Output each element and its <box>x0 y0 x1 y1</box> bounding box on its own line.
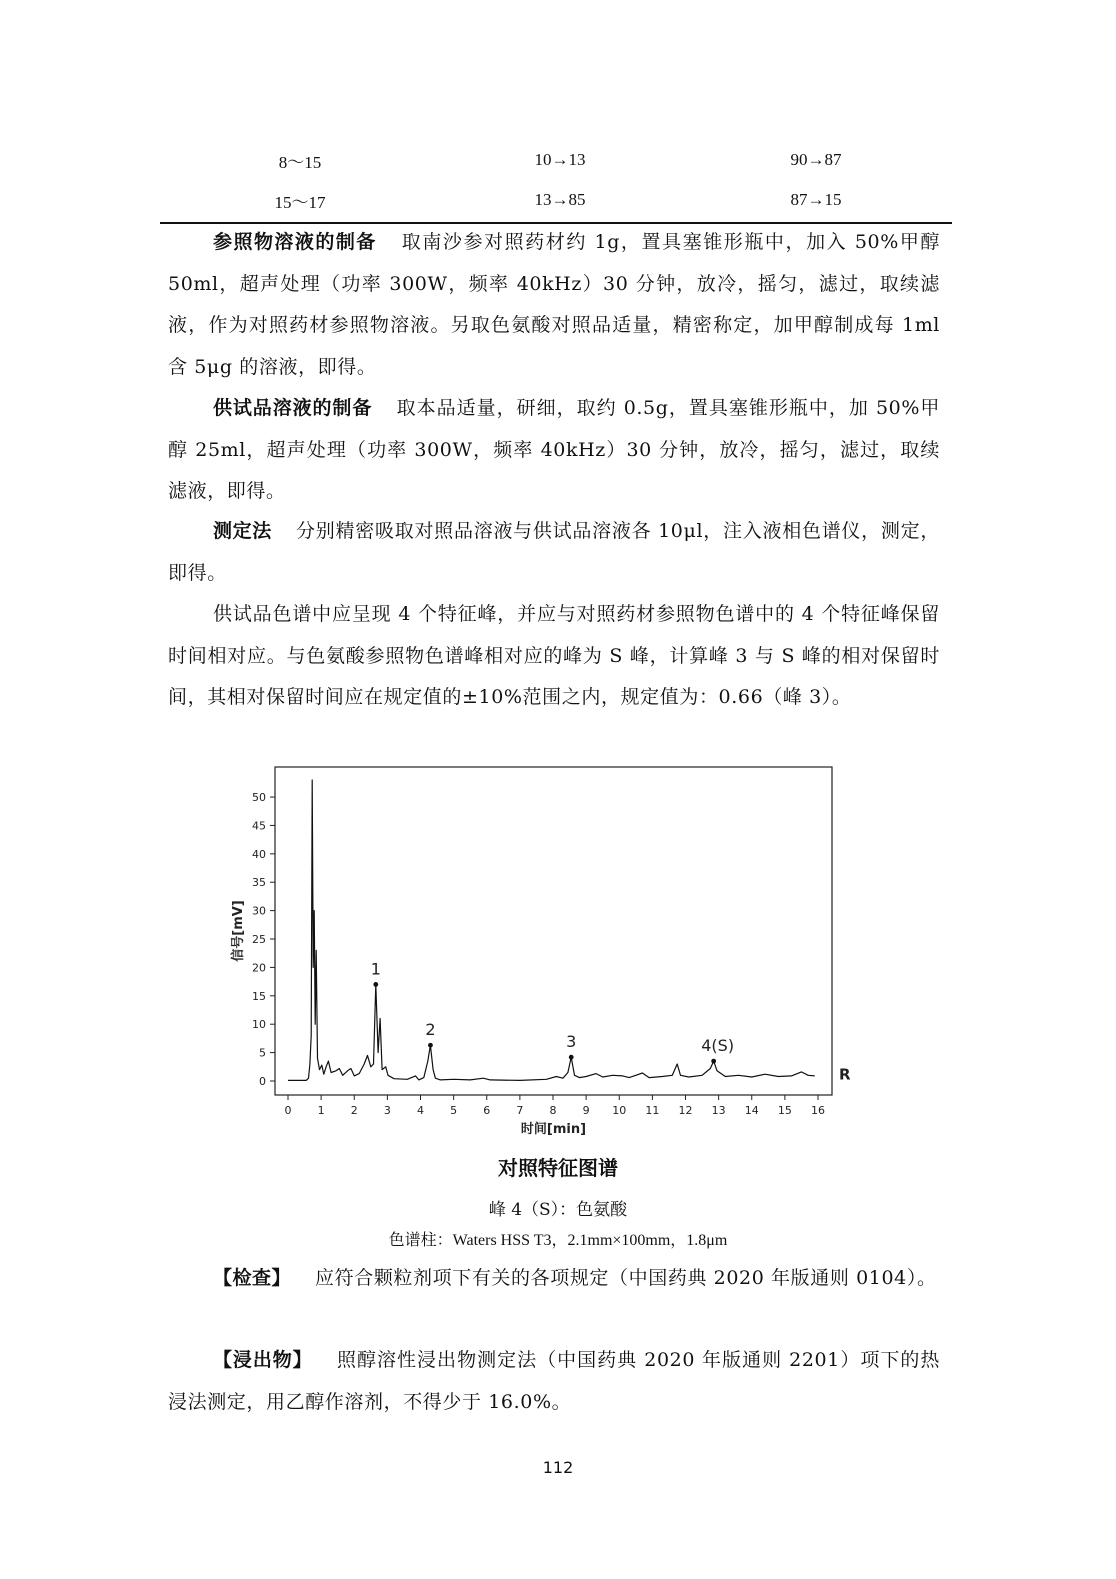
x-tick-label: 16 <box>811 1104 825 1117</box>
y-axis-label: 信号[mV] <box>231 900 246 962</box>
y-tick-label: 30 <box>252 904 266 918</box>
x-tick-label: 15 <box>777 1104 792 1117</box>
y-tick-label: 0 <box>259 1075 266 1088</box>
inspection-paragraph <box>168 1258 940 1300</box>
ref-solution-text: 取南沙参对照药材约 1g，置具塞锥形瓶中，加入 50%甲醇 50ml，超声处理（功率 300W，频率 40kHz）30 分钟，放冷，摇匀，滤过，取续滤液，作为对照药材参照物溶液。另取色氨酸对照品适量，精密称定，加甲醇制成每 1ml 含 5μg 的溶液，即得。 <box>168 231 940 378</box>
x-tick-label: 0 <box>284 1104 292 1117</box>
page-number: 112 <box>542 1458 574 1477</box>
y-tick-label: 20 <box>252 961 266 975</box>
x-tick-label: 1 <box>317 1104 325 1117</box>
x-tick-label: 3 <box>383 1104 391 1117</box>
method-text: 分别精密吸取对照品溶液与供试品溶液各 10μl，注入液相色谱仪，测定，即得。 <box>168 520 940 584</box>
x-tick-label: 4 <box>417 1104 424 1117</box>
end-marker-label: R <box>839 1065 851 1084</box>
ref-solution-heading: 参照物溶液的制备 <box>213 231 377 253</box>
extract-heading: 【浸出物】 <box>213 1349 313 1371</box>
peak-label: 1 <box>370 959 381 979</box>
y-tick-label: 40 <box>252 847 266 861</box>
y-tick-label: 45 <box>252 819 266 833</box>
table-cell: 87→15 <box>790 190 842 209</box>
table-cell: 8～15 <box>278 152 322 172</box>
y-tick-label: 25 <box>252 933 266 947</box>
peak-marker <box>373 982 378 987</box>
y-tick-label: 15 <box>252 989 266 1003</box>
peak-label: 3 <box>566 1032 577 1052</box>
extract-paragraph <box>168 1340 940 1423</box>
x-tick-label: 2 <box>350 1104 358 1117</box>
x-tick-label: 9 <box>582 1104 590 1117</box>
peak-label: 2 <box>425 1020 436 1040</box>
x-tick-label: 13 <box>711 1104 726 1117</box>
gradient-table <box>160 140 952 224</box>
requirement-paragraph <box>168 594 940 719</box>
inspection-text: 应符合颗粒剂项下有关的各项规定（中国药典 2020 年版通则 0104）。 <box>315 1267 937 1289</box>
x-axis-label: 时间[min] <box>520 1122 587 1137</box>
peak-marker <box>428 1043 433 1048</box>
peak-label: 4(S) <box>701 1036 735 1056</box>
requirement-text: 供试品色谱中应呈现 4 个特征峰，并应与对照药材参照物色谱中的 4 个特征峰保留时间相对应。与色氨酸参照物色谱峰相对应的峰为 S 峰，计算峰 3 与 S 峰的相对保留时间，其相对保留时间应在规定值的±10%范围之内，规定值为：0.66（峰 3）。 <box>168 603 940 708</box>
y-tick-label: 5 <box>259 1046 266 1060</box>
chromatogram-trace <box>288 780 815 1080</box>
x-tick-label: 5 <box>450 1104 458 1117</box>
test-solution-paragraph <box>168 388 940 513</box>
y-tick-label: 50 <box>252 791 266 805</box>
table-cell: 15～17 <box>274 192 326 212</box>
test-solution-text: 取本品适量，研细，取约 0.5g，置具塞锥形瓶中，加 50%甲醇 25ml，超声处理（功率 300W，频率 40kHz）30 分钟，放冷，摇匀，滤过，取续滤液，即得。 <box>168 397 940 502</box>
table-cell: 90→87 <box>790 150 842 169</box>
y-tick-label: 10 <box>252 1018 266 1032</box>
x-tick-label: 12 <box>678 1104 693 1117</box>
figure-title: 对照特征图谱 <box>498 1156 618 1180</box>
x-tick-label: 8 <box>549 1104 557 1117</box>
peak-marker <box>711 1059 716 1064</box>
table-cell: 13→85 <box>534 190 586 209</box>
x-tick-label: 10 <box>612 1104 627 1117</box>
table-row <box>160 140 952 180</box>
inspection-heading: 【检查】 <box>213 1267 292 1289</box>
ref-solution-paragraph <box>168 222 940 388</box>
x-tick-label: 14 <box>744 1104 759 1117</box>
method-paragraph <box>168 511 940 594</box>
figure-column-note: 色谱柱：Waters HSS T3，2.1mm×100mm，1.8μm <box>388 1232 728 1249</box>
test-solution-heading: 供试品溶液的制备 <box>213 397 373 419</box>
x-tick-label: 7 <box>516 1104 524 1117</box>
x-tick-label: 11 <box>645 1104 660 1117</box>
y-tick-label: 35 <box>252 876 266 890</box>
x-tick-label: 6 <box>483 1104 491 1117</box>
table-row <box>160 180 952 220</box>
chromatogram-chart <box>220 755 860 1140</box>
method-heading: 测定法 <box>213 520 272 542</box>
table-cell: 10→13 <box>534 150 586 169</box>
peak-marker <box>569 1055 574 1060</box>
extract-text: 照醇溶性浸出物测定法（中国药典 2020 年版通则 2201）项下的热浸法测定，用乙醇作溶剂，不得少于 16.0%。 <box>168 1349 940 1413</box>
plot-frame <box>275 767 832 1095</box>
chromatogram-svg <box>220 755 860 1140</box>
figure-peak-note: 峰 4（S）：色氨酸 <box>488 1200 628 1220</box>
